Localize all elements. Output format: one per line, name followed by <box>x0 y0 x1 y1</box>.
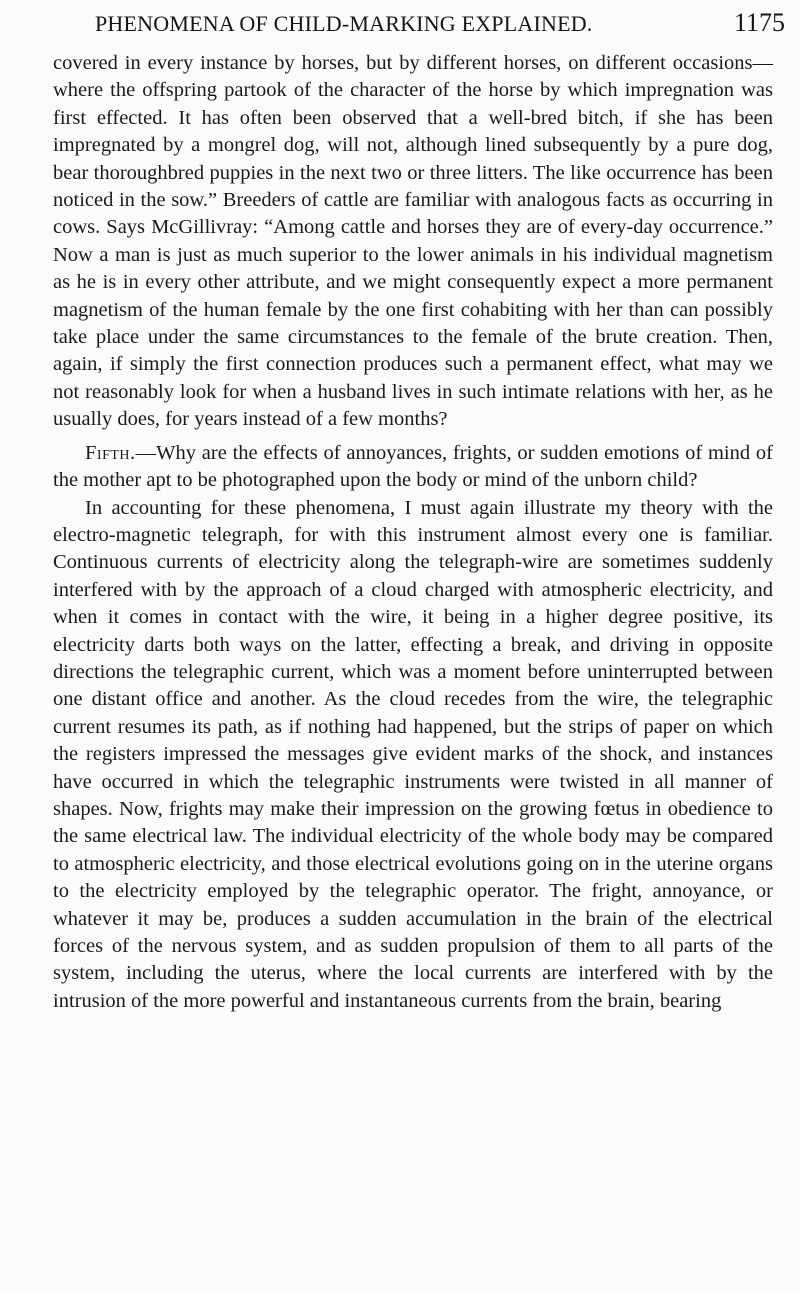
running-head <box>95 8 785 44</box>
paragraph-continued: covered in every instance by horses, but by different horses, on different occasions—where the offspring partook of the character of the horse by which impregnation was first effected. It has often been observed that a well-bred bitch, if she has been impregnated by a mongrel dog, will not, although lined subsequently by a pure dog, bear thoroughbred puppies in the next two or three litters. The like occurrence has been noticed in the sow.” Breeders of cattle are familiar with analogous facts as occurring in cows. Says McGillivray: “Among cattle and horses they are of every-day occurrence.” Now a man is just as much superior to the lower animals in his individual magnetism as he is in every other attribute, and we might consequently expect a more permanent magnetism of the human female by the one first cohabiting with her than can possibly take place under the same circumstances to the female of the brute creation. Then, again, if simply the first connection produces such a permanent effect, what may we not reasonably look for when a husband lives in such intimate relations with her, as he usually does, for years instead of a few months? <box>53 52 773 431</box>
section-label-fifth: Fifth. <box>85 441 136 464</box>
paragraph-fifth-question <box>53 440 773 495</box>
paragraph-telegraph-explanation: In accounting for these phenomena, I must again illustrate my theory with the electro-magnetic telegraph, for with this instrument almost every one is familiar. Continuous currents of electricity along the telegraph-wire are sometimes suddenly interfered with by the approach of a cloud charged with atmospheric electricity, and when it comes in contact with the wire, it being in a higher degree positive, its electricity darts both ways on the latter, effecting a break, and driving in opposite directions the telegraphic current, which was a moment before uninterrupted between one distant office and another. As the cloud recedes from the wire, the telegraphic current resumes its path, as if nothing had happened, but the strips of paper on which the registers impressed the messages give evident marks of the shock, and instances have occurred in which the telegraphic instruments were twisted in all manner of shapes. Now, frights may make their impression on the growing fœtus in obedience to the same electrical law. The individual electricity of the whole body may be compared to atmospheric electricity, and those electrical evolutions going on in the uterine organs to the electricity employed by the telegraphic operator. The fright, annoyance, or whatever it may be, produces a sudden accumulation in the brain of the electrical forces of the nervous system, and as sudden propulsion of them to all parts of the system, including the uterus, where the local currents are interfered with by the intrusion of the more powerful and instantaneous currents from the brain, bearing <box>53 496 773 1012</box>
running-head-title: PHENOMENA OF CHILD-MARKING EXPLAINED. <box>95 11 593 36</box>
page-number: 1175 <box>733 8 785 37</box>
fifth-question-text: —Why are the effects of annoyances, frights, or sudden emotions of mind of the mother apt to be photographed upon the body or mind of the unborn child? <box>53 441 773 492</box>
body-text <box>53 50 773 1015</box>
